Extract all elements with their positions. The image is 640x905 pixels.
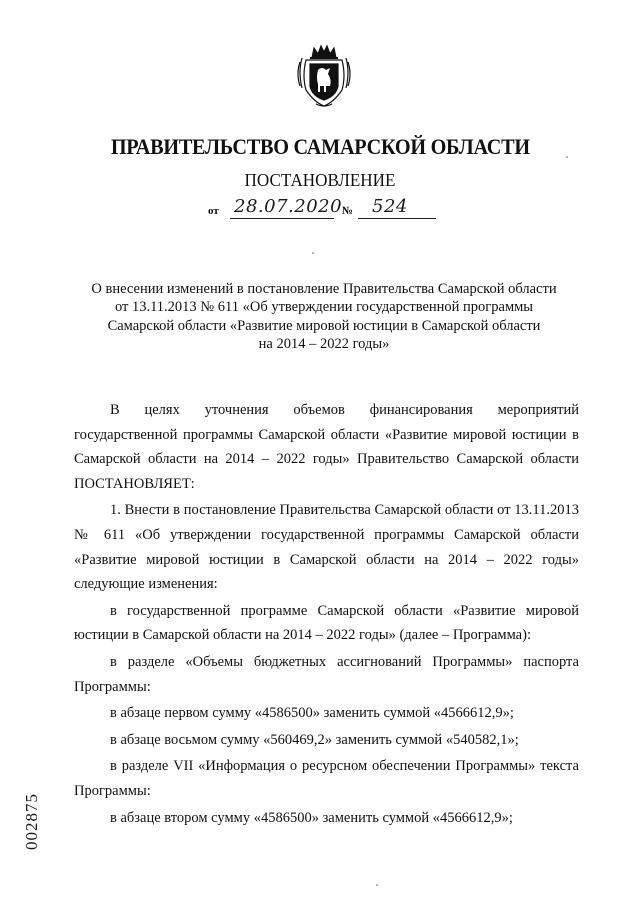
coat-of-arms-icon <box>296 42 352 108</box>
resolution-body <box>74 398 579 830</box>
margin-registration-number: 002875 <box>22 793 41 850</box>
scan-speck <box>566 156 568 158</box>
paragraph: 1. Внести в постановление Правительства Самарской области от 13.11.2013 № 611 «Об утверждении государственной программы Самарской области «Развитие мировой юстиции в Самарской области на 2014 – 2022 годы» следующие изменения: <box>74 502 579 593</box>
number-prefix: № <box>342 205 354 217</box>
paragraph: в абзаце втором сумму «4586500» заменить суммой «4566612,9»; <box>110 809 513 826</box>
title-line: от 13.11.2013 № 611 «Об утверждении государственной программы <box>114 299 534 316</box>
number-underline <box>358 218 436 219</box>
title-line: О внесении изменений в постановление Правительства Самарской области <box>91 281 557 297</box>
handwritten-date: 28.07.2020 <box>234 196 343 217</box>
date-prefix: от <box>208 205 219 217</box>
organization-name: ПРАВИТЕЛЬСТВО САМАРСКОЙ ОБЛАСТИ <box>110 134 530 159</box>
title-line: на 2014 – 2022 годы» <box>258 335 390 352</box>
paragraph: В целях уточнения объемов финансирования мероприятий государственной программы Самарской области «Развитие мировой юстиции в Самарской области на 2014 – 2022 годы» Правительство Самарской области ПОСТАНОВЛЯЕТ: <box>74 402 579 492</box>
paragraph: в абзаце восьмом сумму «560469,2» заменить суммой «540582,1»; <box>110 731 519 748</box>
paragraph: в разделе VII «Информация о ресурсном обеспечении Программы» текста Программы: <box>74 758 579 799</box>
date-number-line <box>208 197 438 221</box>
date-underline <box>230 218 334 219</box>
handwritten-number: 524 <box>372 196 408 217</box>
scan-speck <box>376 884 378 886</box>
resolution-title <box>60 280 588 353</box>
document-type: ПОСТАНОВЛЕНИЕ <box>244 170 396 190</box>
paragraph: в государственной программе Самарской области «Развитие мировой юстиции в Самарской области на 2014 – 2022 годы» (далее – Программа): <box>74 602 579 644</box>
scan-speck <box>312 252 314 254</box>
paragraph: в абзаце первом сумму «4586500» заменить суммой «4566612,9»; <box>110 705 514 722</box>
paragraph: в разделе «Объемы бюджетных ассигнований Программы» паспорта Программы: <box>74 653 579 695</box>
title-line: Самарской области «Развитие мировой юстиции в Самарской области <box>107 317 541 334</box>
